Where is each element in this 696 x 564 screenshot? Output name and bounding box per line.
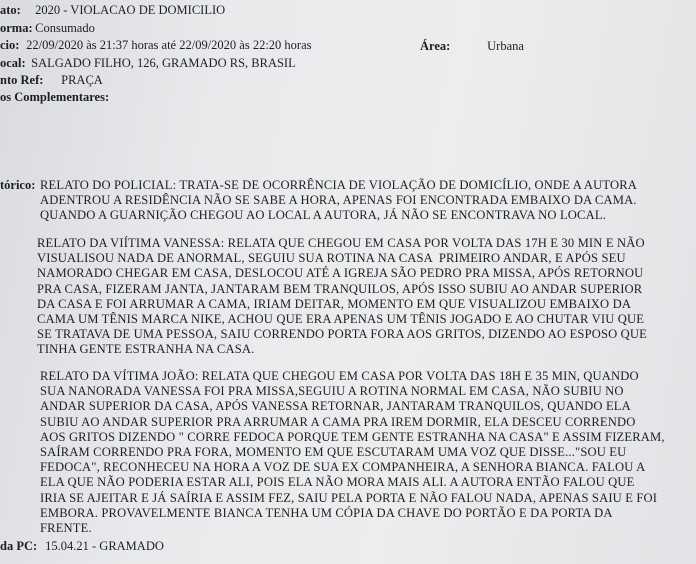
field-area-label: Área: — [420, 39, 451, 53]
field-pc — [0, 539, 164, 554]
field-area-value: Urbana — [487, 39, 524, 53]
field-local-value: SALGADO FILHO, 126, GRAMADO RS, BRASIL — [31, 56, 296, 70]
field-fato — [0, 3, 225, 18]
text-line: AOS GRITOS DIZENDO " CORRE FEDOCA PORQUE TEM GENTE ESTRANHA NA CASA" E ASSIM FIZERAM, — [40, 429, 665, 444]
paragraph-police-report — [40, 178, 637, 224]
field-fato-value: 2020 - VIOLACAO DE DOMICILIO — [35, 3, 226, 17]
text-line: QUANDO A GUARNIÇÃO CHEGOU AO LOCAL A AUTORA, JÁ NÃO SE ENCONTRAVA NO LOCAL. — [40, 208, 606, 223]
field-ponto-ref-label: nto Ref: — [0, 73, 44, 87]
text-line: FRENTE. — [40, 521, 92, 536]
field-pc-value: 15.04.21 - GRAMADO — [45, 539, 164, 553]
text-line: SUA NANORADA VANESSA FOI PRA MISSA,SEGUIU A ROTINA NORMAL EM CASA, NÃO SUBIU NO — [40, 384, 624, 399]
paragraph-victim-joao — [40, 369, 665, 536]
field-forma-label: orma: — [0, 21, 33, 35]
text-line: FEDOCA", RECONHECEU NA HORA A VOZ DE SUA EX COMPANHEIRA, A SENHORA BIANCA. FALOU A — [40, 460, 646, 475]
text-line: CAMA UM TÊNIS MARCA NIKE, ACHOU QUE ERA APENAS UM TÊNIS JOGADO E AO CHUTAR VIU QUE — [37, 312, 645, 327]
text-line: EMBORA. PROVAVELMENTE BIANCA TENHA UM CÓPIA DA CHAVE DO PORTÃO E DA PORTA DA — [40, 505, 613, 520]
field-fato-label: ato: — [0, 3, 21, 17]
field-historico-label — [0, 178, 35, 193]
text-line: VISUALISOU NADA DE ANORMAL, SEGUIU SUA ROTINA NA CASA PRIMEIRO ANDAR, E APÓS SEU — [37, 251, 626, 266]
text-line: SAÍRAM CORRENDO PRA FORA, MOMENTO EM QUE ESCUTARAM UMA VOZ QUE DISSE..."SOU EU — [40, 445, 627, 460]
paragraph-victim-vanessa — [37, 236, 647, 358]
text-line: TINHA GENTE ESTRANHA NA CASA. — [37, 342, 255, 357]
field-ponto-ref — [0, 73, 103, 88]
field-complementares-label: os Complementares: — [0, 90, 110, 104]
field-forma-value: Consumado — [35, 21, 95, 35]
text-line: IRIA SE AJEITAR E JÁ SAÍRIA E ASSIM FEZ, SAIU PELA PORTA E NÃO FALOU NADA, APENAS SAIU E FOI — [40, 490, 658, 505]
historico-label-text: tórico: — [0, 178, 36, 192]
field-inicio — [0, 38, 312, 53]
text-line: NAMORADO CHEGAR EM CASA, DESLOCOU ATÉ A IGREJA SÃO PEDRO PRA MISSA, APÓS RETORNOU — [37, 266, 644, 281]
text-line: SUBIU AO ANDAR SUPERIOR PRA ARRUMAR A CAMA PRA IREM DORMIR, ELA DESCEU CORRENDO — [40, 414, 636, 429]
field-complementares — [0, 90, 109, 105]
field-local — [0, 56, 296, 71]
field-forma — [0, 21, 95, 36]
field-local-label: ocal: — [0, 56, 26, 70]
text-line: DA CASA E FOI ARRUMAR A CAMA, IRIAM DEITAR, MOMENTO EM QUE VISUALIZOU EMBAIXO DA — [37, 296, 632, 311]
text-line: PRA CASA, FIZERAM JANTA, JANTARAM BEM TRANQUILOS, APÓS ISSO SUBIU AO ANDAR SUPERIOR — [37, 281, 643, 296]
text-line: RELATO DA VÍTIMA JOÃO: RELATA QUE CHEGOU EM CASA POR VOLTA DAS 18H E 35 MIN, QUANDO — [40, 369, 639, 383]
field-pc-label: da PC: — [0, 539, 38, 553]
field-inicio-label: cio: — [0, 38, 20, 52]
text-line: ADENTROU A RESIDÊNCIA NÃO SE SABE A HORA, APENAS FOI ENCONTRADA EMBAIXO DA CAMA. — [40, 193, 637, 208]
field-ponto-ref-value: PRAÇA — [61, 73, 103, 87]
text-line: ELA QUE NÃO PODERIA ESTAR ALI, POIS ELA NÃO MORA MAIS ALI. A AUTORA ENTÃO FALOU QUE — [40, 475, 635, 490]
field-area — [420, 39, 524, 54]
text-line: RELATO DO POLICIAL: TRATA-SE DE OCORRÊNCIA DE VIOLAÇÃO DE DOMICÍLIO, ONDE A AUTORA — [40, 178, 638, 192]
field-inicio-value: 22/09/2020 às 21:37 horas até 22/09/2020 às 22:20 horas — [26, 38, 312, 52]
text-line: RELATO DA VIÍTIMA VANESSA: RELATA QUE CHEGOU EM CASA POR VOLTA DAS 17H E 30 MIN E NÃO — [37, 236, 645, 250]
show-through-text — [300, 14, 630, 134]
text-line: ANDAR SUPERIOR DA CASA, APÓS VANESSA RETORNAR, JANTARAM TRANQUILOS, QUANDO ELA — [40, 399, 631, 414]
text-line: SE TRATAVA DE UMA PESSOA, SAIU CORRENDO PORTA FORA AOS GRITOS, DIZENDO AO ESPOSO QUE — [37, 327, 647, 342]
